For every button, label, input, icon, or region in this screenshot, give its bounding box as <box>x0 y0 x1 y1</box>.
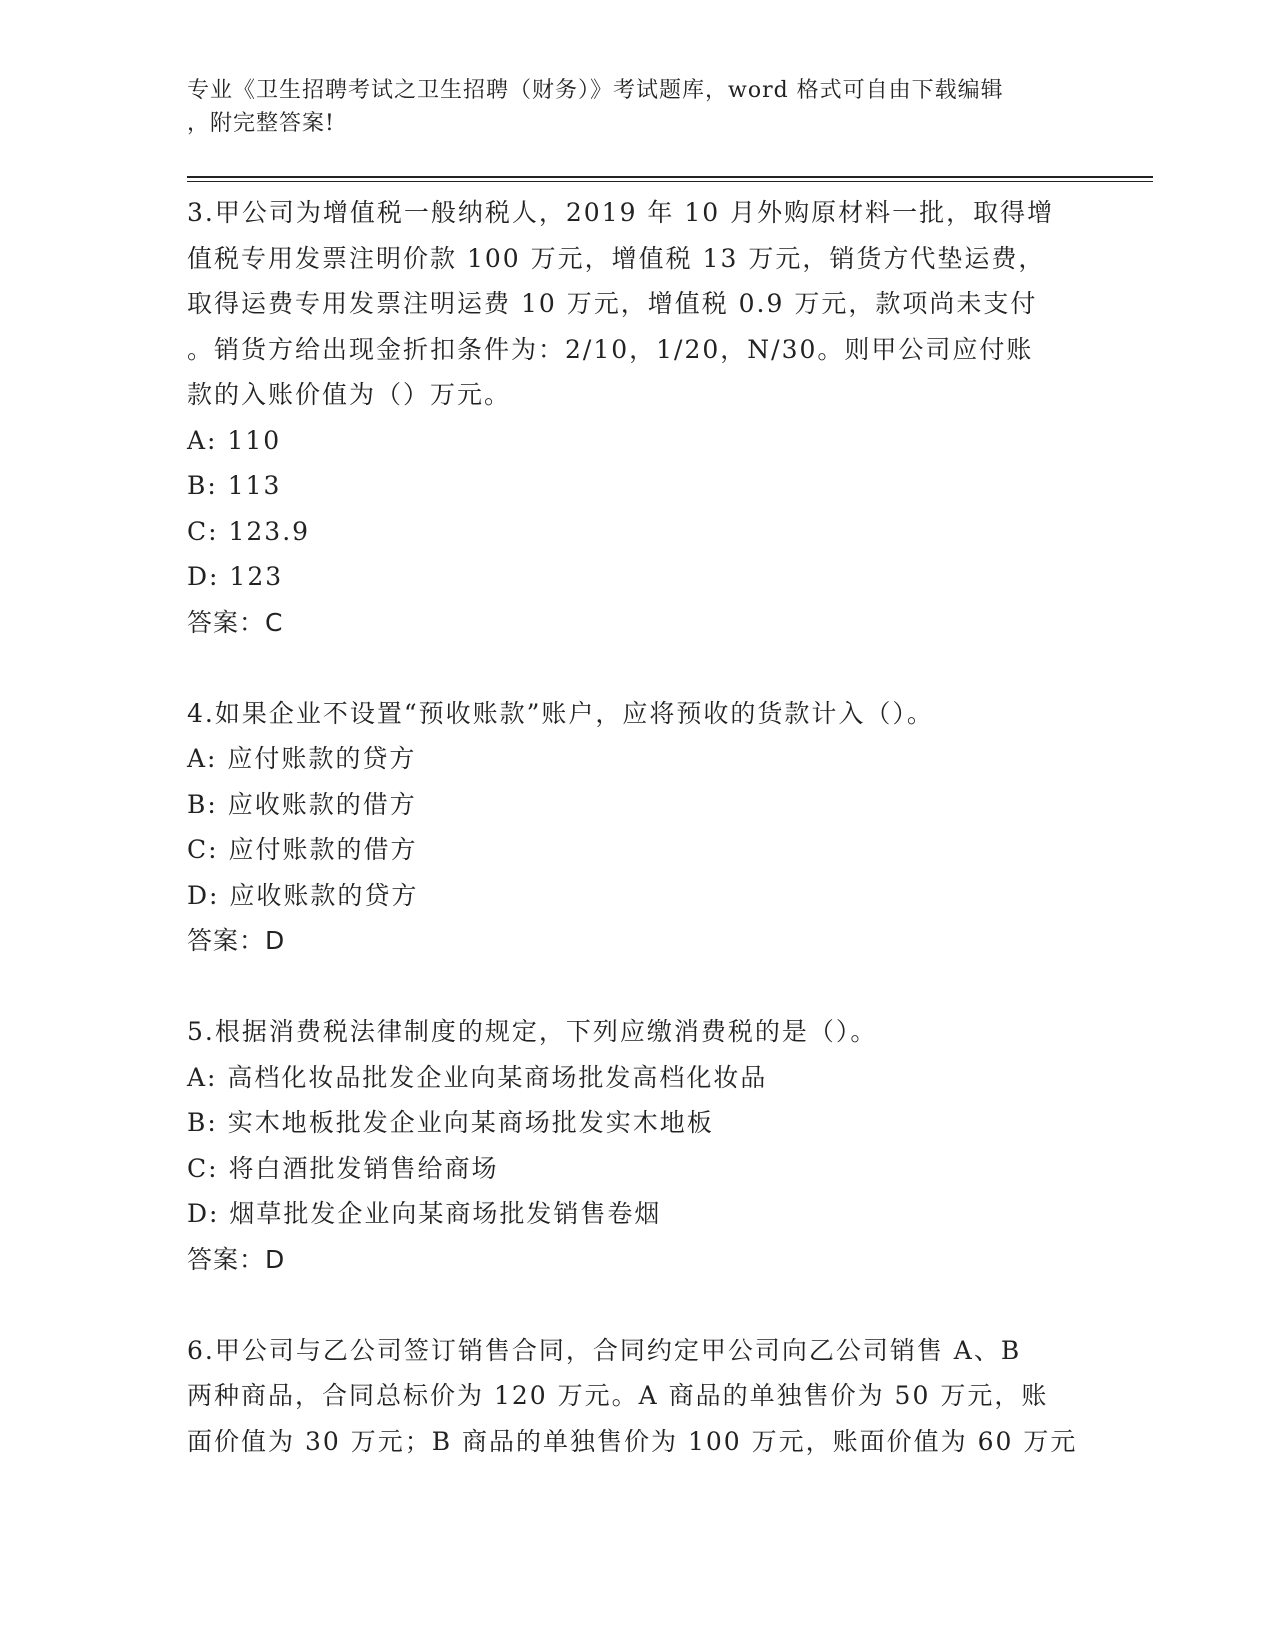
option-a: A: 应付账款的贷方 <box>187 744 417 773</box>
answer-line: 答案：D <box>187 1244 286 1274</box>
question-stem-line: 取得运费专用发票注明运费 10 万元，增值税 0.9 万元，款项尚未支付 <box>187 289 1038 318</box>
question-stem-line: 面价值为 30 万元；B 商品的单独售价为 100 万元，账面价值为 60 万元 <box>187 1426 1078 1456</box>
option-b: B: 应收账款的借方 <box>187 789 417 819</box>
header-rule-thick <box>187 176 1153 178</box>
answer-line: 答案：C <box>187 607 284 637</box>
question-stem-line: 4.如果企业不设置“预收账款”账户，应将预收的货款计入（）。 <box>187 698 934 728</box>
question-stem-line: 3.甲公司为增值税一般纳税人，2019 年 10 月外购原材料一批，取得增 <box>187 198 1055 227</box>
question-stem-line: 6.甲公司与乙公司签订销售合同，合同约定甲公司向乙公司销售 A、B <box>187 1335 1022 1365</box>
question-stem-line: 款的入账价值为（）万元。 <box>187 380 512 409</box>
option-a: A: 110 <box>187 425 282 455</box>
answer-line: 答案：D <box>187 926 286 955</box>
question-stem-line: 。销货方给出现金折扣条件为：2/10，1/20，N/30。则甲公司应付账 <box>187 334 1034 364</box>
document-header <box>187 74 1067 140</box>
question-list <box>187 190 1087 1464</box>
option-c: C: 应付账款的借方 <box>187 835 418 864</box>
option-d: D: 123 <box>187 562 284 591</box>
option-c: C: 123.9 <box>187 516 311 546</box>
question-stem-line: 5.根据消费税法律制度的规定，下列应缴消费税的是（）。 <box>187 1017 878 1046</box>
question-6 <box>187 1328 1087 1465</box>
option-d: D: 烟草批发企业向某商场批发销售卷烟 <box>187 1199 662 1228</box>
question-3 <box>187 190 1087 645</box>
option-d: D: 应收账款的贷方 <box>187 880 419 910</box>
header-line-2: ，附完整答案! <box>187 111 335 136</box>
option-a: A: 高档化妆品批发企业向某商场批发高档化妆品 <box>187 1062 768 1092</box>
question-5 <box>187 1009 1087 1282</box>
option-b: B: 113 <box>187 471 282 500</box>
option-b: B: 实木地板批发企业向某商场批发实木地板 <box>187 1108 714 1137</box>
question-stem-line: 两种商品，合同总标价为 120 万元。A 商品的单独售价为 50 万元，账 <box>187 1381 1049 1410</box>
option-c: C: 将白酒批发销售给商场 <box>187 1153 499 1183</box>
question-spacer <box>187 645 1087 691</box>
question-stem-line: 值税专用发票注明价款 100 万元，增值税 13 万元，销货方代垫运费， <box>187 243 1046 273</box>
question-4 <box>187 691 1087 964</box>
question-spacer <box>187 964 1087 1010</box>
header-line-1: 专业《卫生招聘考试之卫生招聘（财务）》考试题库，word 格式可自由下载编辑 <box>187 78 1004 103</box>
question-spacer <box>187 1282 1087 1328</box>
header-rule-thin <box>187 181 1153 182</box>
